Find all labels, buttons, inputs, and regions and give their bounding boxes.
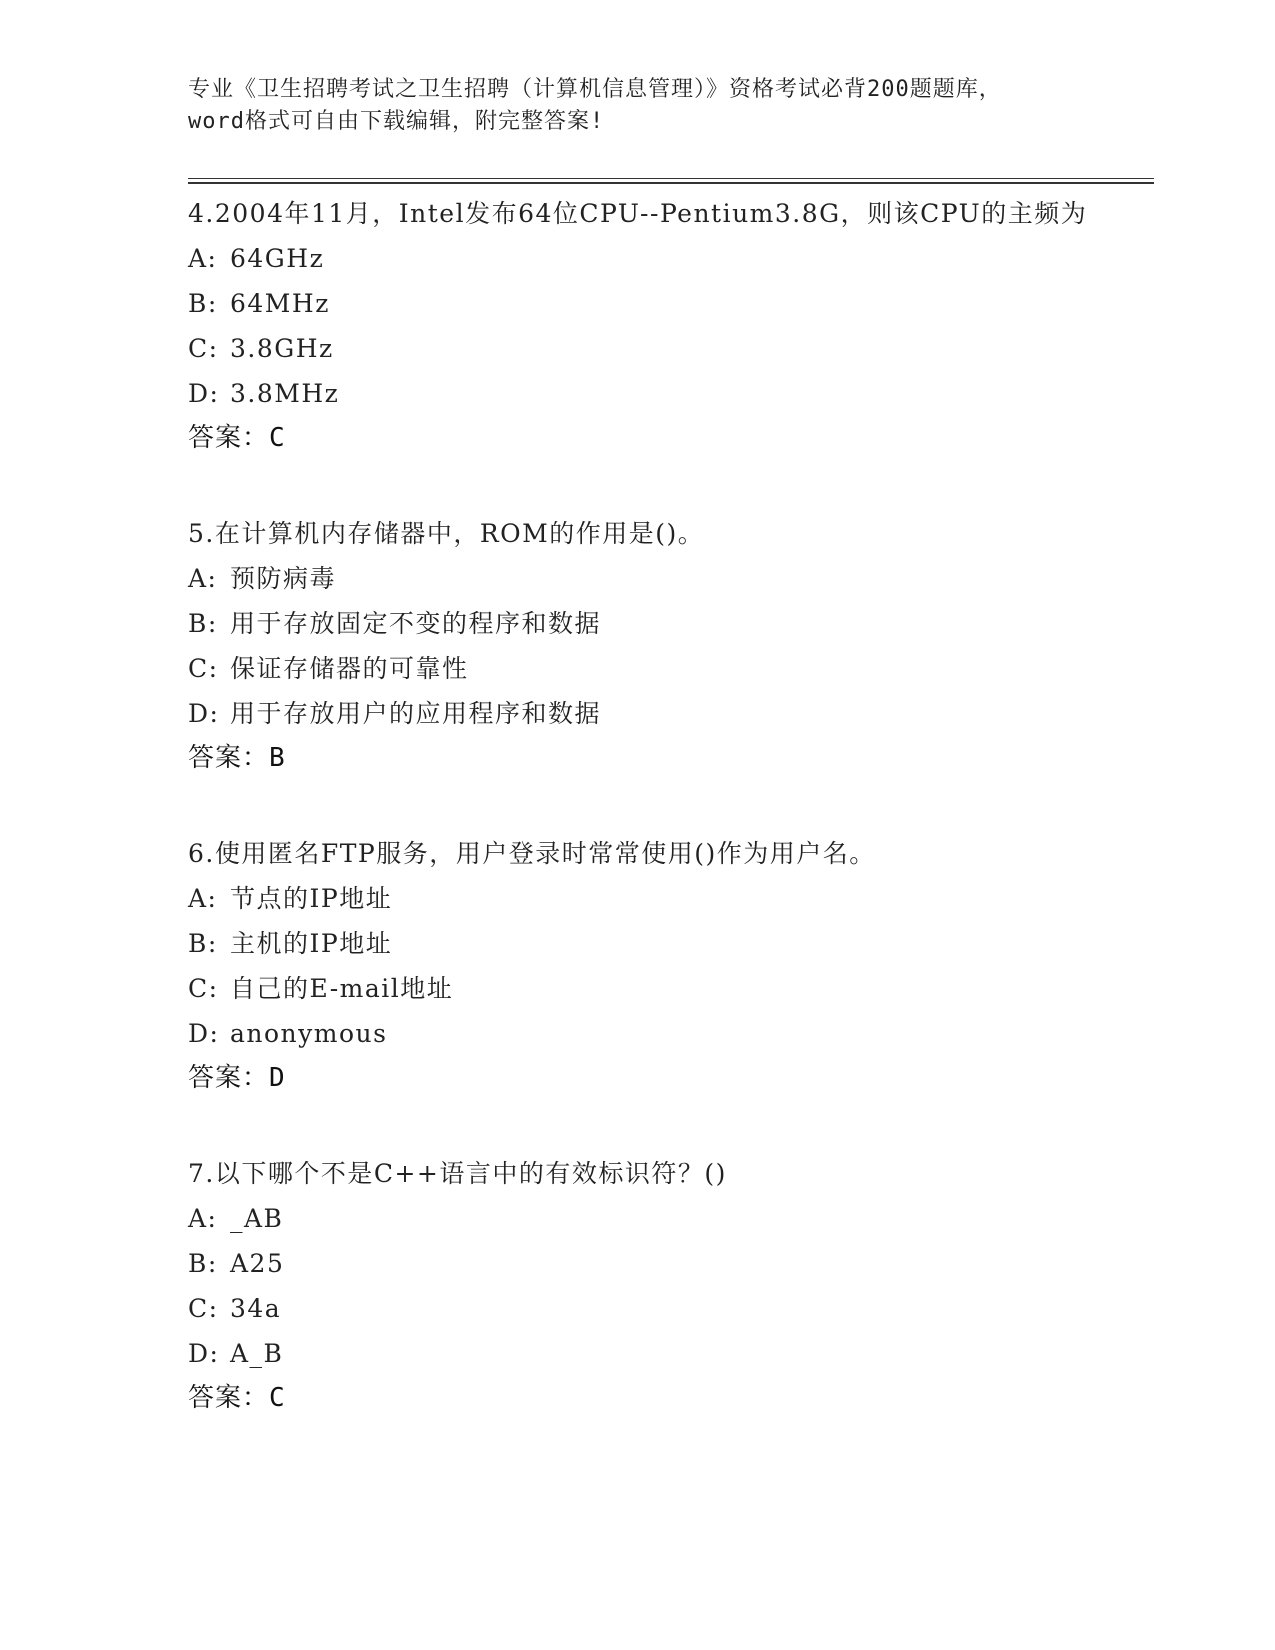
option-text: 用于存放用户的应用程序和数据: [230, 699, 602, 728]
option-letter: C:: [188, 974, 219, 1003]
question-stem: 7.以下哪个不是C++语言中的有效标识符？(): [188, 1159, 727, 1188]
option-letter: A:: [188, 244, 218, 273]
option-letter: B:: [188, 289, 218, 318]
option-d: [188, 1011, 1138, 1056]
question-4: [188, 191, 1138, 461]
question-stem: 4.2004年11月，Intel发布64位CPU--Pentium3.8G，则该CPU的主频为: [188, 199, 1088, 228]
document-header: [188, 74, 1088, 138]
option-letter: B:: [188, 929, 218, 958]
option-letter: D:: [188, 1019, 220, 1048]
option-text: 用于存放固定不变的程序和数据: [230, 609, 602, 638]
option-text: 预防病毒: [230, 564, 337, 593]
option-text: 3.8GHz: [230, 334, 334, 363]
question-7: [188, 1151, 1138, 1421]
option-b: [188, 1241, 1138, 1286]
option-c: [188, 966, 1138, 1011]
option-letter: B:: [188, 609, 218, 638]
option-text: anonymous: [230, 1019, 388, 1048]
option-text: _AB: [230, 1204, 284, 1233]
option-c: [188, 646, 1138, 691]
option-text: 3.8MHz: [230, 379, 340, 408]
answer-line: 答案：D: [188, 1063, 286, 1093]
option-text: A_B: [230, 1339, 284, 1368]
option-letter: D:: [188, 1339, 220, 1368]
header-divider-top: [188, 178, 1154, 179]
option-letter: A:: [188, 564, 218, 593]
option-c: [188, 326, 1138, 371]
question-list: [188, 191, 1138, 1471]
option-letter: C:: [188, 334, 219, 363]
header-divider-bottom: [188, 182, 1154, 184]
option-text: 64MHz: [230, 289, 330, 318]
option-b: [188, 281, 1138, 326]
option-letter: D:: [188, 699, 220, 728]
question-stem: 5.在计算机内存储器中，ROM的作用是()。: [188, 519, 705, 548]
option-text: 节点的IP地址: [230, 884, 393, 913]
option-letter: A:: [188, 1204, 218, 1233]
option-letter: C:: [188, 654, 219, 683]
option-letter: B:: [188, 1249, 218, 1278]
option-text: 34a: [230, 1294, 282, 1323]
answer-line: 答案：B: [188, 743, 286, 773]
option-text: 主机的IP地址: [230, 929, 393, 958]
option-b: [188, 601, 1138, 646]
option-a: [188, 556, 1138, 601]
option-d: [188, 371, 1138, 416]
option-letter: C:: [188, 1294, 219, 1323]
option-d: [188, 691, 1138, 736]
option-text: 64GHz: [230, 244, 325, 273]
option-a: [188, 236, 1138, 281]
option-text: A25: [230, 1249, 285, 1278]
header-line-1: 专业《卫生招聘考试之卫生招聘（计算机信息管理）》资格考试必背200题题库，: [188, 77, 1002, 102]
question-6: [188, 831, 1138, 1101]
option-text: 自己的E-mail地址: [230, 974, 454, 1003]
option-a: [188, 1196, 1138, 1241]
option-letter: A:: [188, 884, 218, 913]
question-stem: 6.使用匿名FTP服务，用户登录时常常使用()作为用户名。: [188, 839, 876, 868]
option-letter: D:: [188, 379, 220, 408]
option-b: [188, 921, 1138, 966]
option-text: 保证存储器的可靠性: [230, 654, 469, 683]
question-5: [188, 511, 1138, 781]
option-d: [188, 1331, 1138, 1376]
answer-line: 答案：C: [188, 1383, 286, 1413]
header-line-2: word格式可自由下载编辑，附完整答案!: [188, 109, 605, 134]
option-c: [188, 1286, 1138, 1331]
option-a: [188, 876, 1138, 921]
answer-line: 答案：C: [188, 423, 286, 453]
